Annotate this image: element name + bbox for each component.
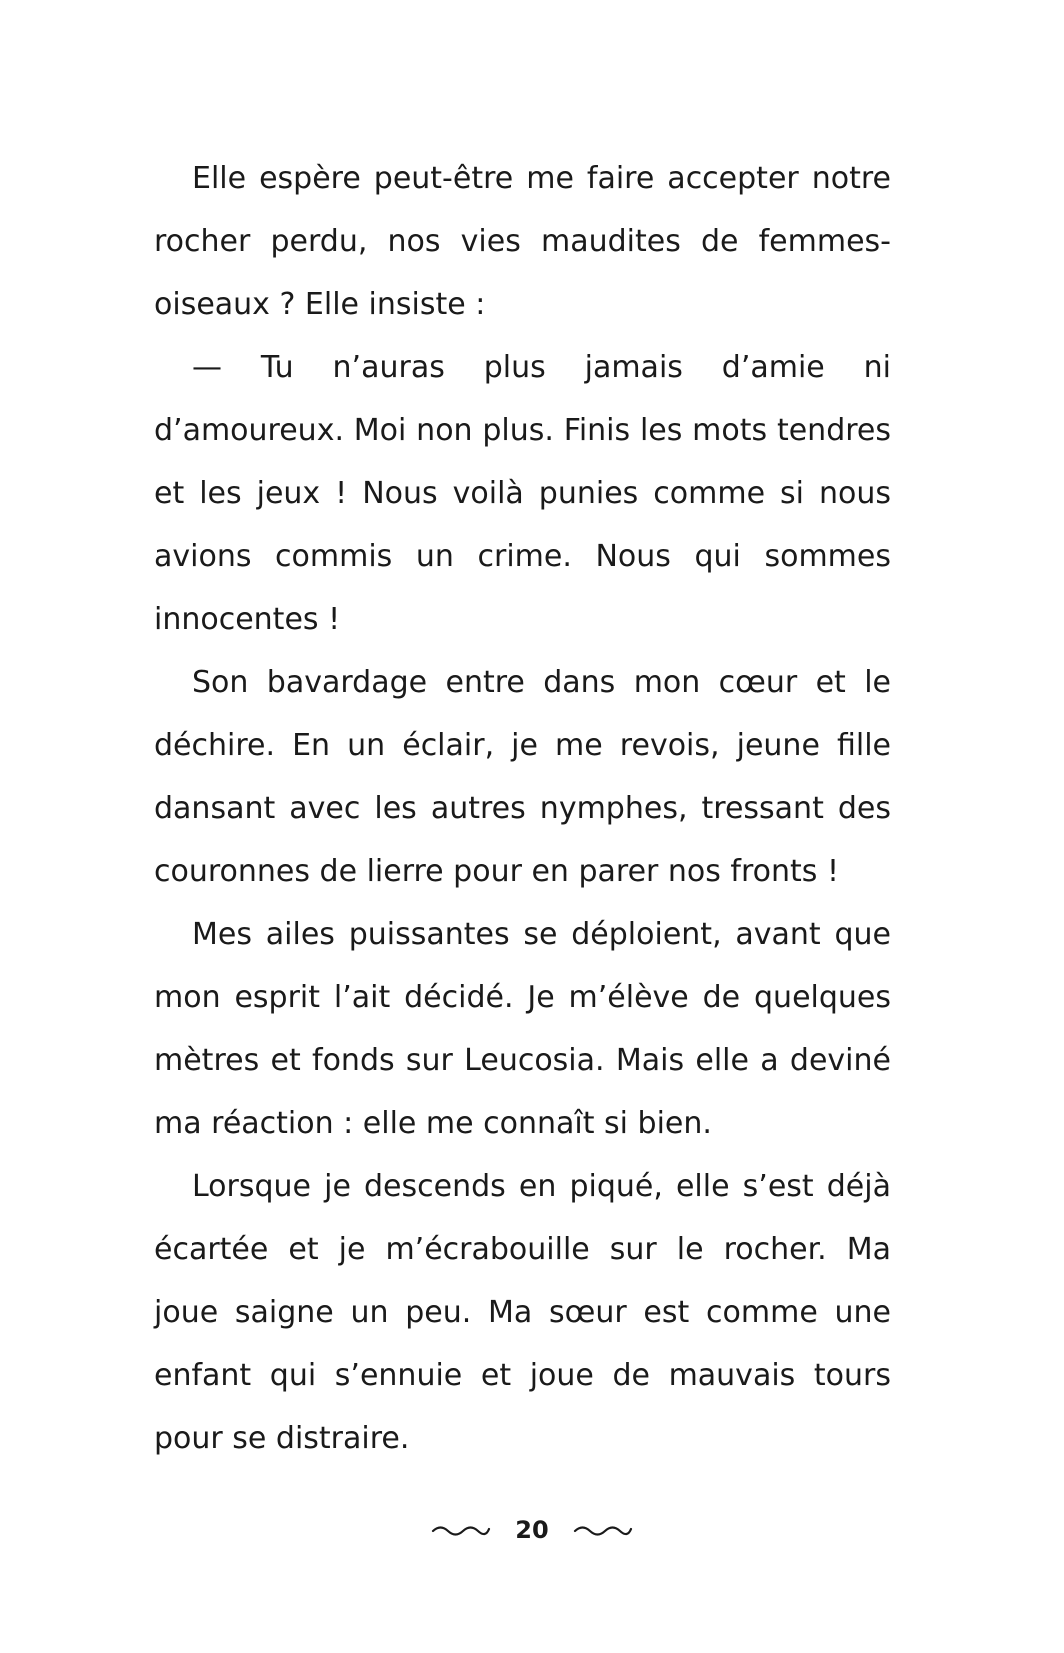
paragraph: Elle espère peut-être me faire accepter notre rocher perdu, nos vies maudites de femmes-oiseaux ? Elle insiste : xyxy=(154,161,891,322)
page-footer xyxy=(0,1505,1064,1555)
paragraph: Lorsque je descends en piqué, elle s’est déjà écartée et je m’écrabouille sur le rocher. Ma joue saigne un peu. Ma sœur est comme une enfant qui s’ennuie et joue de mauvais tours pour se distraire. xyxy=(154,1169,891,1456)
wave-ornament-icon xyxy=(431,1520,491,1540)
body-text xyxy=(154,147,891,1470)
paragraph: Son bavardage entre dans mon cœur et le déchire. En un éclair, je me revois, jeune fille dansant avec les autres nymphes, tressant des couronnes de lierre pour en parer nos fronts ! xyxy=(154,665,891,889)
wave-ornament-icon xyxy=(573,1520,633,1540)
paragraph: — Tu n’auras plus jamais d’amie ni d’amoureux. Moi non plus. Finis les mots tendres et les jeux ! Nous voilà punies comme si nous avions commis un crime. Nous qui sommes innocentes ! xyxy=(154,350,891,637)
paragraph: Mes ailes puissantes se déploient, avant que mon esprit l’ait décidé. Je m’élève de quelques mètres et fonds sur Leucosia. Mais elle a deviné ma réaction : elle me connaît si bien. xyxy=(154,917,891,1141)
page-number: 20 xyxy=(515,1516,549,1544)
